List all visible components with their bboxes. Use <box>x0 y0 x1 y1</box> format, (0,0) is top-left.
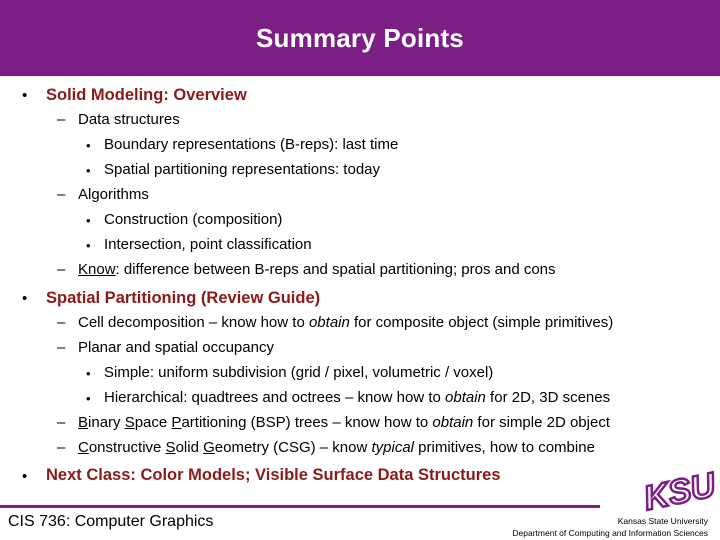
list-item-text: artitioning (BSP) trees – know how to <box>181 414 433 431</box>
ksu-logo <box>640 463 719 518</box>
bullet-l2: – <box>57 314 66 331</box>
bullet-l3: • <box>86 213 91 228</box>
list-item-text: onstructive <box>88 439 166 456</box>
footer-divider <box>0 505 600 508</box>
bullet-l2: – <box>57 186 66 203</box>
list-item: Planar and spatial occupancy <box>78 339 274 356</box>
ksu-logo-text: KSU <box>640 465 719 518</box>
emphasis: typical <box>371 439 415 456</box>
bullet-l3: • <box>86 366 91 381</box>
list-item-text: pace <box>134 414 172 431</box>
list-item-text: for simple 2D object <box>473 414 610 431</box>
list-item-text: inary <box>88 414 125 431</box>
list-item <box>104 389 610 406</box>
university-name: Kansas State University <box>617 516 708 526</box>
bullet-l2: – <box>57 261 66 278</box>
underlined-letter: C <box>78 439 89 456</box>
bullet-l3: • <box>86 238 91 253</box>
course-name: CIS 736: Computer Graphics <box>8 513 214 530</box>
bullet-l3: • <box>86 138 91 153</box>
bullet-l2: – <box>57 439 66 456</box>
section-heading: Next Class: Color Models; Visible Surface Data Structures <box>46 466 501 484</box>
bullet-l1: • <box>22 290 28 307</box>
bullet-l2: – <box>57 111 66 128</box>
list-item-text: for composite object (simple primitives) <box>349 314 614 331</box>
list-item: Simple: uniform subdivision (grid / pixel, volumetric / voxel) <box>104 364 494 381</box>
underlined-letter: G <box>203 439 215 456</box>
emphasis: obtain <box>445 389 486 406</box>
slide-title: Summary Points <box>256 22 464 53</box>
underlined-letter: S <box>165 439 176 456</box>
list-item-text: olid <box>175 439 204 456</box>
underlined-letter: P <box>171 414 182 431</box>
list-item: Boundary representations (B-reps): last time <box>104 136 399 153</box>
list-item: Algorithms <box>78 186 149 203</box>
department-name: Department of Computing and Information Sciences <box>512 528 708 538</box>
bullet-l3: • <box>86 391 91 406</box>
emphasis: obtain <box>432 414 474 431</box>
list-item <box>78 261 556 278</box>
bullet-l1: • <box>22 468 28 485</box>
bullet-l3: • <box>86 163 91 178</box>
list-item <box>78 314 613 331</box>
bullet-l1: • <box>22 87 28 104</box>
list-item: Data structures <box>78 111 180 128</box>
underlined-word: Know <box>78 261 116 278</box>
list-item <box>78 414 610 431</box>
list-item-text: for 2D, 3D scenes <box>485 389 611 406</box>
list-item <box>78 439 595 456</box>
list-item-text: : difference between B-reps and spatial partitioning; pros and cons <box>115 261 556 278</box>
bullet-l2: – <box>57 339 66 356</box>
list-item-text: eometry (CSG) – know <box>214 439 372 456</box>
list-item: Construction (composition) <box>104 211 283 228</box>
section-heading: Solid Modeling: Overview <box>46 86 247 104</box>
list-item-text: Hierarchical: quadtrees and octrees – know how to <box>104 389 446 406</box>
list-item-text: primitives, how to combine <box>414 439 595 456</box>
list-item-text: Cell decomposition – know how to <box>78 314 309 331</box>
list-item: Spatial partitioning representations: today <box>104 161 381 178</box>
underlined-letter: S <box>124 414 135 431</box>
emphasis: obtain <box>308 314 350 331</box>
bullet-l2: – <box>57 414 66 431</box>
underlined-letter: B <box>78 414 89 431</box>
list-item: Intersection, point classification <box>104 236 312 253</box>
title-bar <box>0 0 720 76</box>
section-heading: Spatial Partitioning (Review Guide) <box>46 289 321 307</box>
footer-affiliation <box>512 515 708 539</box>
